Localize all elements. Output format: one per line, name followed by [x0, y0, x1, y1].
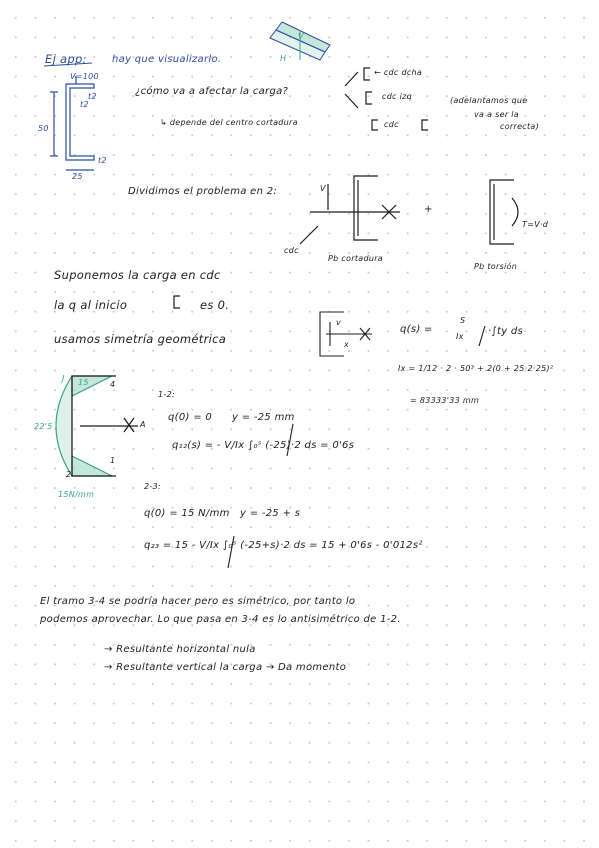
q-def: q(s) =: [400, 324, 433, 335]
axis-v: v: [336, 318, 342, 327]
dim-top: V=100: [70, 72, 99, 81]
split-plus: +: [424, 204, 433, 215]
split-v: V: [320, 184, 326, 193]
concl-line2: podemos aprovechar. Lo que pasa en 3-4 es lo antisimétrico de 1-2.: [40, 614, 401, 625]
concl-line1: El tramo 3-4 se podría hacer pero es simétrico, por tanto lo: [40, 596, 356, 607]
dim-t3: t2: [98, 156, 107, 165]
calc-q12: q₁₂(s) = - V/Ix ∫₀ˢ (-25)·2 ds = 0'6s: [172, 440, 355, 451]
depends-text: ↳ depende del centro cortadura: [160, 118, 298, 127]
cdc-eq: cdc: [384, 120, 399, 129]
diag-bottom-val: 15N/mm: [58, 490, 95, 499]
iso-label: V: [298, 32, 304, 41]
header-subtitle: hay que visualizarlo.: [112, 54, 222, 65]
diag-n4: 4: [110, 380, 116, 389]
assume-line2: la q al inicio: [54, 298, 128, 312]
shear-label: Pb cortadura: [328, 254, 384, 263]
small-c-bracket: [174, 296, 180, 308]
dim-t1: t2: [88, 92, 97, 101]
calc-q23: q₂₃ = 15 - V/Ix ∫₀ˢ (-25+s)·2 ds = 15 + 0'6s - 0'012s²: [144, 540, 423, 551]
diag-j: J: [62, 374, 65, 383]
concl-bullet2: → Resultante vertical la carga → Da momento: [104, 662, 347, 673]
assume-line1: Suponemos la carga en cdc: [54, 268, 221, 282]
calc-yb: y = -25 + s: [240, 508, 301, 519]
iso-beam-sketch: [270, 22, 330, 60]
ix-result: = 83333'33 mm: [410, 396, 480, 405]
note-line2: va a ser la: [474, 110, 519, 119]
question-text: ¿cómo va a afectar la carga?: [135, 86, 289, 97]
torque-label: T=V·d: [522, 220, 549, 229]
dim-t2: t2: [80, 100, 89, 109]
q-tail: ·∫ty ds: [488, 326, 524, 337]
diag-n1: 1: [110, 456, 116, 465]
dim-width: 25: [72, 172, 83, 181]
diag-a: A: [140, 420, 146, 429]
torsion-label: Pb torsión: [474, 262, 518, 271]
diag-top-val: 15: [78, 378, 89, 387]
note-line1: (adelantamos que: [450, 96, 528, 105]
split-cdc: cdc: [284, 246, 299, 255]
q-frac-den: Ix: [456, 332, 464, 341]
answer-right: ← cdc dcha: [374, 68, 423, 77]
diag-side-val: 22'5: [34, 422, 53, 431]
calc-q0: q(0) = 0: [168, 412, 213, 423]
assume-line3: usamos simetría geométrica: [54, 332, 227, 346]
split-diagrams: [300, 176, 518, 244]
split-text: Dividimos el problema en 2:: [128, 186, 278, 197]
calc-seg23: 2-3:: [144, 482, 161, 491]
q-frac-num: S: [460, 316, 466, 325]
iso-label-small: H: [280, 54, 287, 63]
header-title: Ej app:: [45, 52, 87, 66]
dim-height: 50: [38, 124, 49, 133]
assume-line2-end: es 0.: [200, 298, 230, 312]
axes-sketch: [320, 312, 372, 356]
ix-line: Ix = 1/12 · 2 · 50³ + 2(0 + 25·2·25)²: [398, 364, 554, 373]
calc-q0b: q(0) = 15 N/mm: [144, 508, 230, 519]
calc-seg12: 1-2:: [158, 390, 175, 399]
calc-y: y = -25 mm: [232, 412, 295, 423]
concl-bullet1: → Resultante horizontal nula: [104, 644, 256, 655]
note-line3: correcta): [500, 122, 540, 131]
c-section-blue: [50, 76, 94, 170]
axis-x: x: [344, 340, 350, 349]
diag-n2: 2: [66, 470, 72, 479]
answer-left: cdc izq: [382, 92, 413, 101]
